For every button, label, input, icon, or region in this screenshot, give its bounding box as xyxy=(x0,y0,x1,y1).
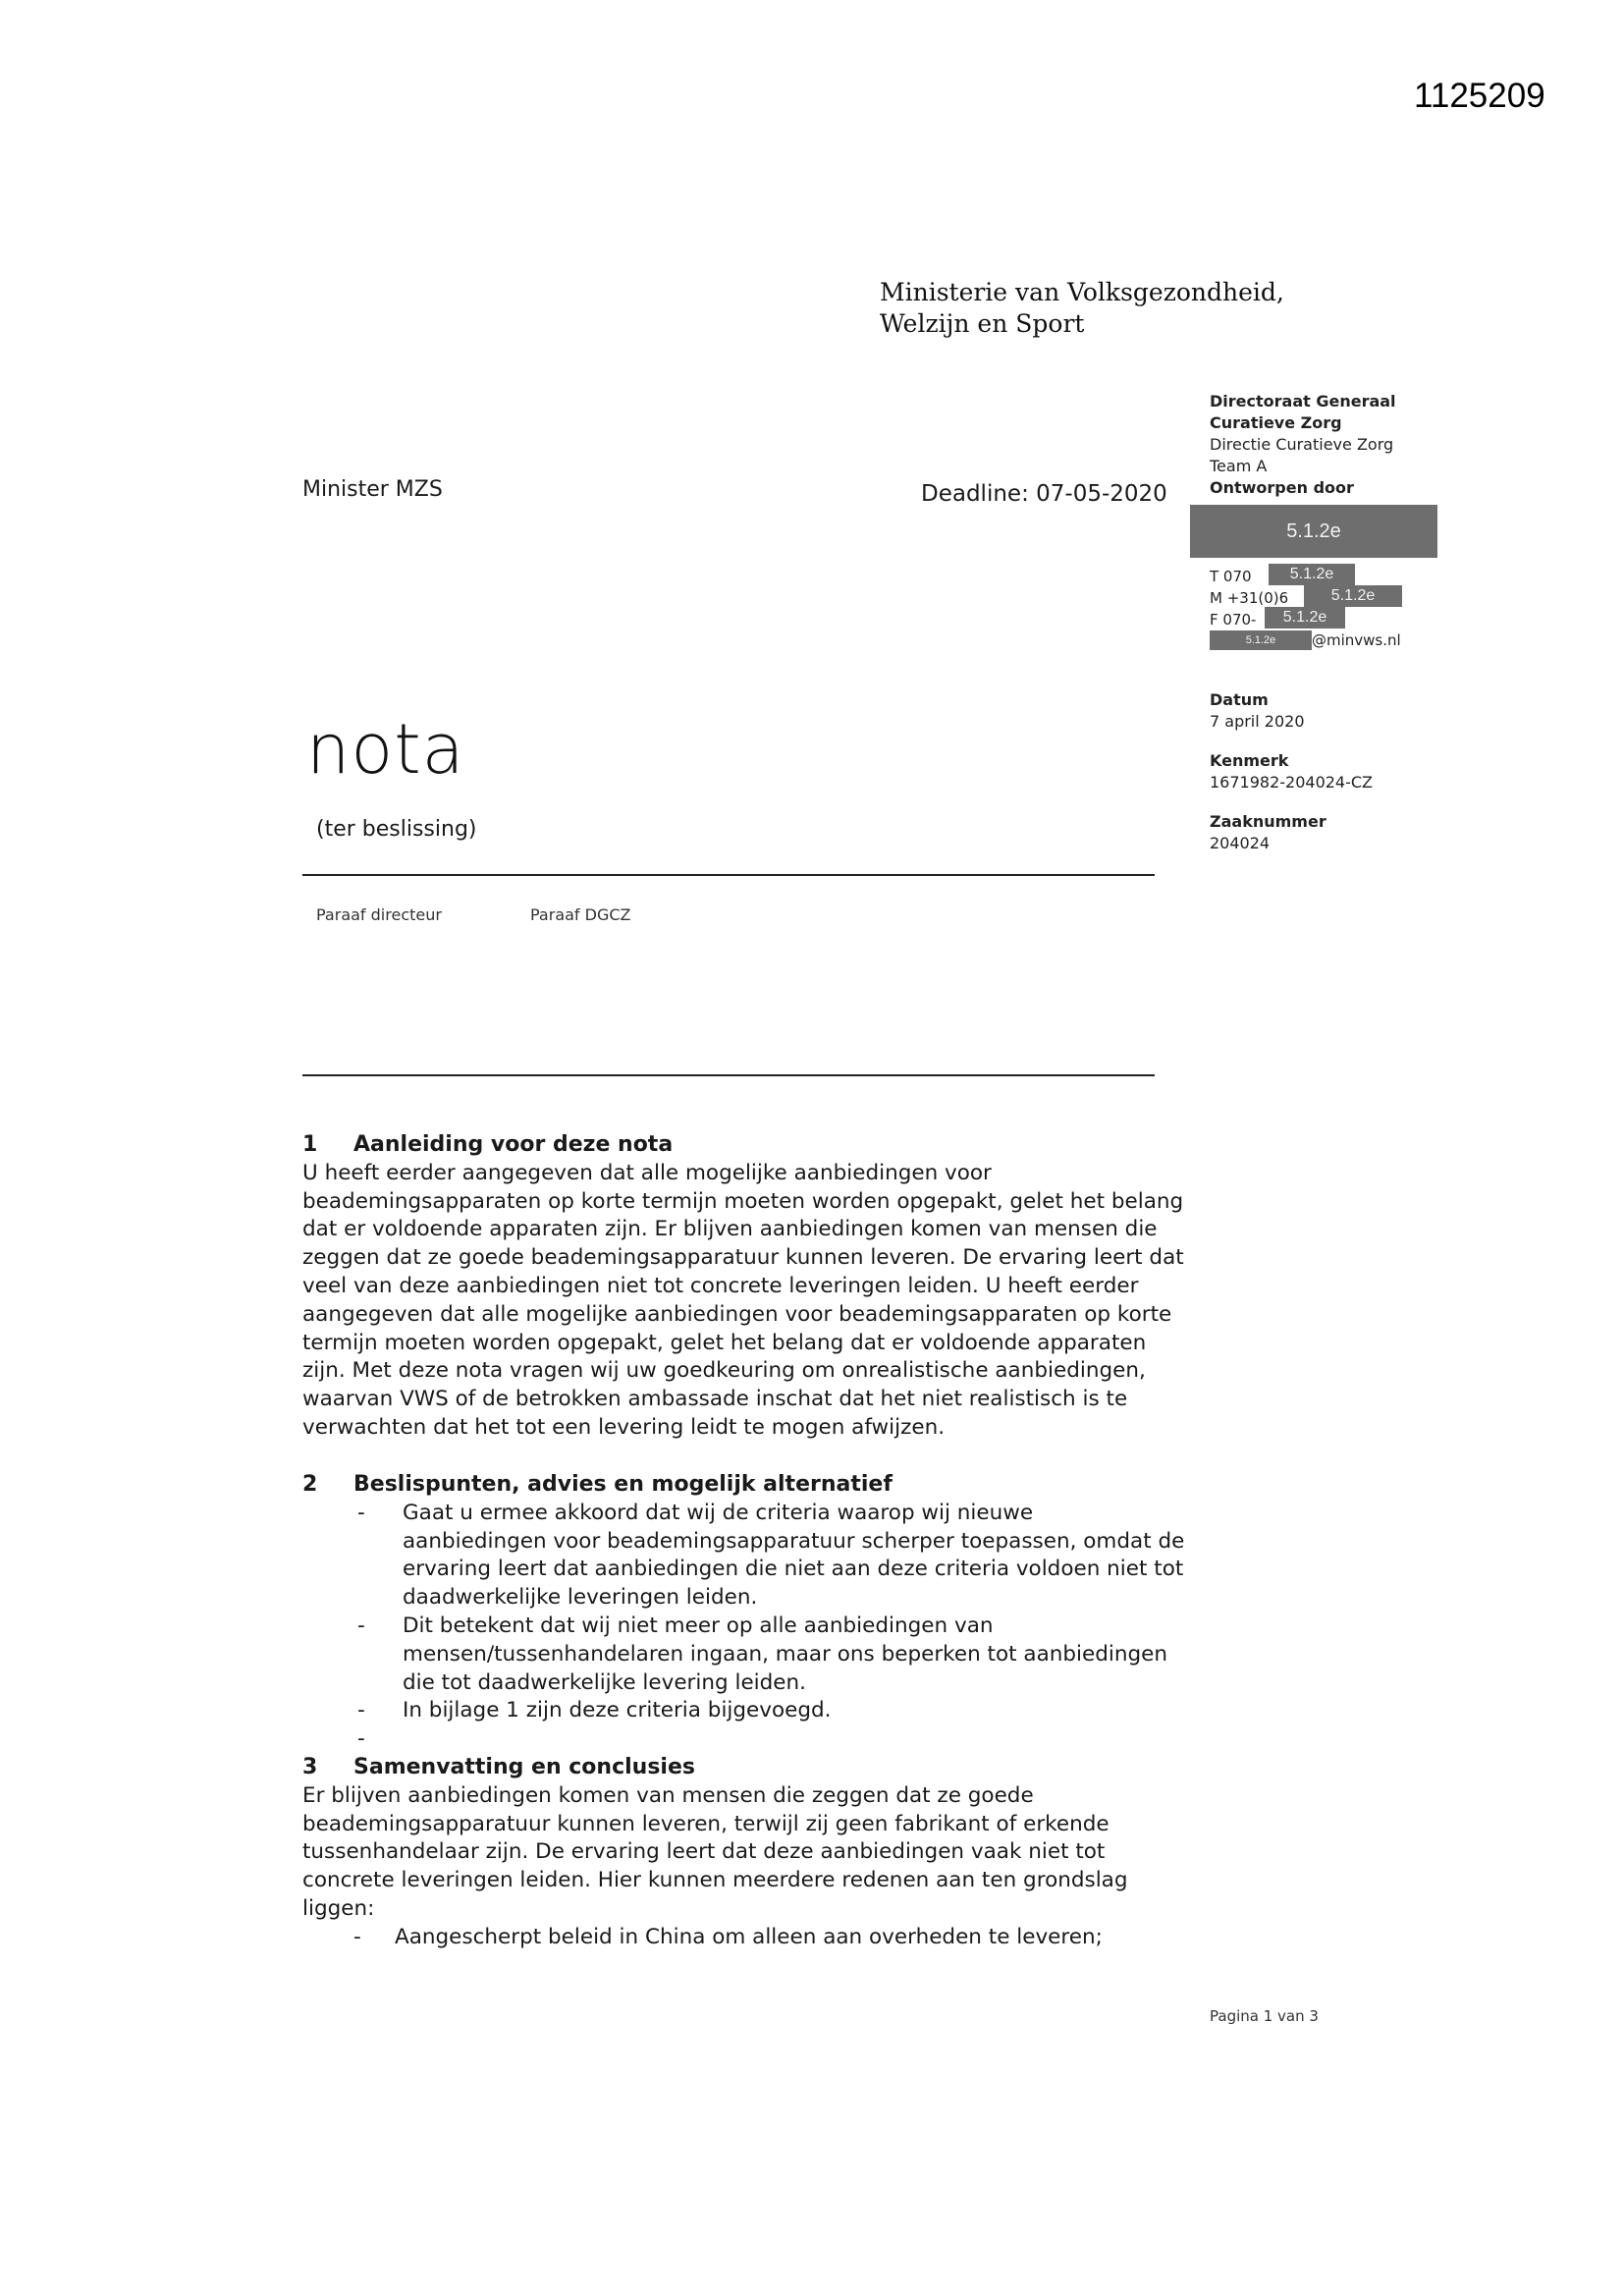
section-1-line: veel van deze aanbiedingen niet tot concrete leveringen leiden. U heeft eerder xyxy=(302,1273,1139,1298)
list-item xyxy=(357,1697,1206,1725)
section-3 xyxy=(302,1754,1206,1952)
datum-block xyxy=(1210,689,1305,733)
kenmerk-block xyxy=(1210,750,1373,793)
list-item-line: die tot daadwerkelijke levering leiden. xyxy=(403,1669,806,1695)
ministry-line-1: Ministerie van Volksgezondheid, xyxy=(880,278,1284,306)
section-3-line: Er blijven aanbiedingen komen van mensen die zeggen dat ze goede xyxy=(302,1782,1034,1808)
bullet-dash: - xyxy=(353,1924,361,1949)
document-title: nota xyxy=(306,709,465,790)
zaaknummer-label: Zaaknummer xyxy=(1210,812,1326,831)
divider-bottom xyxy=(302,1074,1155,1076)
list-item-line: Aangescherpt beleid in China om alleen aan overheden te leveren; xyxy=(395,1924,1103,1949)
list-item-line: aanbiedingen voor beademingsapparatuur scherper toepassen, omdat de xyxy=(403,1528,1185,1554)
section-3-line: tussenhandelaar zijn. De ervaring leert dat deze aanbiedingen vaak niet tot xyxy=(302,1839,1106,1865)
bullet-dash: - xyxy=(357,1726,365,1752)
section-1-line: zeggen dat ze goede beademingsapparatuur kunnen leveren. De ervaring leert dat xyxy=(302,1245,1184,1271)
section-1-line: aangegeven dat alle mogelijke aanbiedingen voor beademingsapparaten op korte xyxy=(302,1301,1172,1327)
section-3-line: beademingsapparatuur kunnen leveren, terwijl zij geen fabrikant of erkende xyxy=(302,1811,1110,1836)
list-item-line: In bijlage 1 zijn deze criteria bijgevoegd. xyxy=(403,1698,832,1723)
list-item xyxy=(353,1924,1206,1952)
section-3-number: 3 xyxy=(302,1755,318,1779)
email-suffix: @minvws.nl xyxy=(1312,631,1401,649)
list-item-line: mensen/tussenhandelaren ingaan, maar ons beperken tot aanbiedingen xyxy=(403,1641,1167,1667)
dg-line-2: Curatieve Zorg xyxy=(1210,413,1342,432)
phone-m-prefix: M +31(0)6 xyxy=(1210,589,1289,607)
section-1-line: waarvan VWS of de betrokken ambassade inschat dat het niet realistisch is te xyxy=(302,1387,1128,1412)
deadline: Deadline: 07-05-2020 xyxy=(921,481,1167,507)
divider-top xyxy=(302,874,1155,876)
datum-value: 7 april 2020 xyxy=(1210,712,1305,731)
section-1-line: dat er voldoende apparaten zijn. Er blijven aanbiedingen komen van mensen die xyxy=(302,1217,1158,1242)
section-2-title: Beslispunten, advies en mogelijk alternatief xyxy=(353,1472,893,1497)
section-1-line: beademingsapparaten op korte termijn moeten worden opgepakt, gelet het belang xyxy=(302,1188,1184,1214)
section-1-heading xyxy=(302,1131,1206,1160)
list-item xyxy=(357,1500,1206,1613)
section-2 xyxy=(302,1471,1206,1754)
directie: Directie Curatieve Zorg xyxy=(1210,435,1394,454)
redacted-email: 5.1.2e xyxy=(1210,630,1312,650)
redacted-author: 5.1.2e xyxy=(1190,505,1437,558)
paraaf-directeur: Paraaf directeur xyxy=(316,905,442,924)
redacted-phone-m: 5.1.2e xyxy=(1304,585,1402,607)
section-1-title: Aanleiding voor deze nota xyxy=(353,1132,674,1157)
section-3-heading xyxy=(302,1754,1206,1782)
section-1-line: termijn moeten worden opgepakt, gelet het belang dat er voldoende apparaten xyxy=(302,1330,1147,1355)
ministry-name xyxy=(880,277,1284,340)
section-1-line: zijn. Met deze nota vragen wij uw goedkeuring om onrealistische aanbiedingen, xyxy=(302,1358,1146,1384)
section-1-line: U heeft eerder aangegeven dat alle mogelijke aanbiedingen voor xyxy=(302,1160,992,1185)
ministry-line-2: Welzijn en Sport xyxy=(880,309,1085,338)
zaaknummer-value: 204024 xyxy=(1210,834,1271,852)
section-3-line: concrete leveringen leiden. Hier kunnen meerdere redenen aan ten grondslag xyxy=(302,1868,1128,1893)
list-item-line: Gaat u ermee akkoord dat wij de criteria waarop wij nieuwe xyxy=(403,1500,1034,1525)
redacted-phone-f: 5.1.2e xyxy=(1265,607,1345,629)
list-item xyxy=(357,1613,1206,1697)
phone-f-prefix: F 070- xyxy=(1210,611,1257,629)
zaaknummer-block xyxy=(1210,811,1326,854)
section-1-number: 1 xyxy=(302,1132,318,1157)
sidebar-department xyxy=(1210,391,1396,499)
redacted-phone-t: 5.1.2e xyxy=(1269,564,1355,585)
document-subtitle: (ter beslissing) xyxy=(316,817,477,842)
section-1-line: verwachten dat het tot een levering leidt te mogen afwijzen. xyxy=(302,1414,946,1440)
kenmerk-value: 1671982-204024-CZ xyxy=(1210,773,1374,792)
datum-label: Datum xyxy=(1210,690,1269,709)
list-item-line: daadwerkelijke leveringen leiden. xyxy=(403,1585,758,1611)
section-3-title: Samenvatting en conclusies xyxy=(353,1755,695,1779)
document-number: 1125209 xyxy=(1414,77,1545,115)
phone-t-prefix: T 070 xyxy=(1210,568,1252,585)
section-1 xyxy=(302,1131,1206,1443)
bullet-dash: - xyxy=(357,1698,365,1723)
kenmerk-label: Kenmerk xyxy=(1210,751,1289,770)
dg-line-1: Directoraat Generaal xyxy=(1210,392,1396,410)
list-item-line: ervaring leert dat aanbiedingen die niet aan deze criteria voldoen niet tot xyxy=(403,1557,1184,1582)
bullet-dash: - xyxy=(357,1500,365,1525)
section-2-heading xyxy=(302,1471,1206,1500)
list-item-empty xyxy=(357,1725,1206,1754)
section-2-number: 2 xyxy=(302,1472,318,1497)
addressee: Minister MZS xyxy=(302,477,443,502)
page-number: Pagina 1 van 3 xyxy=(1210,2007,1319,2025)
paraaf-dgcz: Paraaf DGCZ xyxy=(530,905,631,924)
ontworpen-label: Ontworpen door xyxy=(1210,478,1354,497)
bullet-dash: - xyxy=(357,1613,365,1638)
section-3-line: liggen: xyxy=(302,1895,375,1921)
team: Team A xyxy=(1210,457,1268,475)
list-item-line: Dit betekent dat wij niet meer op alle aanbiedingen van xyxy=(403,1613,994,1638)
